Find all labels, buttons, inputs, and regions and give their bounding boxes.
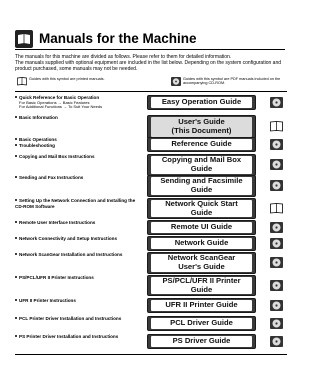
- cd-rom-icon: [270, 257, 283, 268]
- cd-rom-icon: [270, 180, 283, 191]
- ps-pcl-ufr-printer-guide-button[interactable]: PS/PCL/UFR II Printer Guide: [147, 275, 256, 296]
- topic-label: Basic Information: [15, 115, 145, 121]
- legend-cdrom-text: Guides with this symbol are PDF manuals included on the accompanying CD-ROM.: [183, 77, 281, 86]
- legend-cdrom: [183, 77, 293, 87]
- topic-label: UFR II Printer Instructions: [15, 298, 145, 304]
- intro-line-1: The manuals for this machine are divided as follows. Please refer to them for detailed information.: [15, 54, 232, 60]
- cd-rom-icon: [270, 97, 283, 108]
- book-icon: [15, 30, 33, 48]
- cd-rom-icon: [270, 280, 283, 291]
- legend-printed: [29, 77, 129, 87]
- legend-printed-text: Guides with this symbol are printed manuals.: [29, 77, 105, 81]
- cd-rom-icon: [270, 222, 283, 233]
- network-scangear-guide-button[interactable]: Network ScanGear User's Guide: [147, 252, 256, 274]
- cd-rom-icon: [171, 77, 181, 86]
- cd-rom-icon: [270, 336, 283, 347]
- reference-guide-button[interactable]: Reference Guide: [147, 137, 256, 152]
- cd-rom-icon: [270, 139, 283, 150]
- topic-label: Setting Up the Network Connection and Installing the CD-ROM Software: [15, 198, 136, 209]
- cd-rom-icon: [270, 159, 283, 170]
- remote-ui-guide-button[interactable]: Remote UI Guide: [147, 220, 256, 235]
- cd-rom-icon: [270, 300, 283, 311]
- topic-label: Copying and Mail Box Instructions: [15, 154, 145, 160]
- page-title: [15, 30, 285, 50]
- topic-label: PCL Printer Driver Installation and Instructions: [15, 316, 145, 322]
- topic-label: Basic Operations Troubleshooting: [15, 137, 145, 148]
- topic-label: Network ScanGear Installation and Instructions: [15, 252, 145, 258]
- title-text: Manuals for the Machine: [39, 31, 197, 46]
- divider: [15, 91, 287, 92]
- topic-label: Remote User Interface Instructions: [15, 220, 145, 226]
- cd-rom-icon: [270, 318, 283, 329]
- topic-label: Quick Reference for Basic Operation For Basic Operations → Basic Features For Additional Functions → To Suit Your Needs: [15, 95, 145, 110]
- intro-text: [15, 54, 287, 73]
- network-guide-button[interactable]: Network Guide: [147, 236, 256, 251]
- ufr-ii-printer-guide-button[interactable]: UFR II Printer Guide: [147, 298, 256, 313]
- topic-label: Network Connectivity and Setup Instructions: [15, 236, 145, 242]
- book-icon: [17, 77, 27, 86]
- cd-rom-icon: [270, 238, 283, 249]
- sending-facsimile-guide-button[interactable]: Sending and Facsimile Guide: [147, 175, 256, 197]
- topic-label: Sending and Fax Instructions: [15, 175, 145, 181]
- ps-driver-guide-button[interactable]: PS Driver Guide: [147, 334, 256, 349]
- book-icon: [270, 121, 283, 132]
- network-quick-start-guide-button[interactable]: Network Quick Start Guide: [147, 198, 256, 219]
- easy-operation-guide-button[interactable]: Easy Operation Guide: [147, 95, 256, 110]
- users-guide-button[interactable]: User's Guide (This Document): [147, 115, 256, 139]
- book-icon: [270, 203, 283, 214]
- divider: [15, 354, 287, 355]
- pcl-driver-guide-button[interactable]: PCL Driver Guide: [147, 316, 256, 331]
- intro-line-2: The manuals supplied with optional equipment are included in the list below. Depending on the system configuration and product purchased, some manuals may not be needed.: [15, 60, 282, 73]
- topic-label: PS/PCL/UFR II Printer Instructions: [15, 275, 145, 281]
- copying-mailbox-guide-button[interactable]: Copying and Mail Box Guide: [147, 154, 256, 176]
- topic-label: PS Printer Driver Installation and Instructions: [15, 334, 145, 340]
- title-rule: [15, 49, 285, 50]
